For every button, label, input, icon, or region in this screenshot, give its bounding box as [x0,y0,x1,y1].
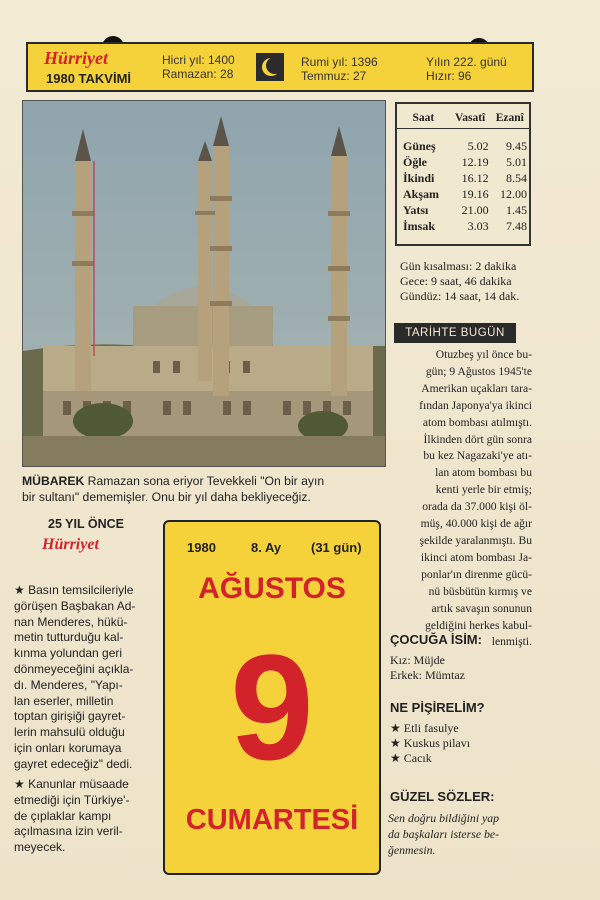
night-length: Gece: 9 saat, 46 dakika [400,274,512,288]
text-line: dönmeyeceğini açıkla- [14,661,134,676]
prayer-ezani: 5.01 [506,155,527,169]
yil-once-title: 25 YIL ÖNCE [48,517,124,531]
text-line: ikinci atom bombası Ja- [420,550,532,564]
weekday-name: CUMARTESİ [185,804,359,836]
date-month-days: (31 gün) [311,540,362,555]
text-line: lerin mahsulü olduğu [14,725,125,740]
hicri-info [162,53,235,81]
text-line: metin tutturduğu kal- [14,630,124,645]
boy-name: Erkek: Mümtaz [390,668,465,682]
temmuz-day: Temmuz: 27 [301,69,367,83]
text-line: atom bombası atılmıştı. [422,415,532,429]
prayer-vasati: 3.03 [467,219,489,233]
hizir-day: Hızır: 96 [426,69,472,83]
quote-line: Sen doğru bildiğini yap [388,811,500,825]
text-line: toptan girişiği gayret- [14,709,126,724]
hicri-year: Hicri yıl: 1400 [162,53,235,67]
guzel-sozler-quote [388,810,538,858]
mosque-illustration [23,101,385,466]
text-line: orada da 37.000 kişi öl- [422,500,532,514]
text-line: geldiğini herkes kabul- [425,618,532,632]
day-of-year-info [426,55,507,83]
text-line: için onları korumaya [14,740,122,755]
prayer-vasati: 19.16 [461,187,489,201]
news-item-1 [14,583,154,773]
prayer-name: İkindi [403,171,435,185]
prayer-name: Yatsı [403,203,429,217]
text-line: müş, 40.000 kişi de ağır [420,517,532,531]
caption-line: Ramazan sona eriyor Tevekkeli "On bir ayın [84,474,325,488]
text-line: İlkinden dört gün sonra [423,432,532,446]
prayer-times-table [395,102,531,246]
day-of-year: Yılın 222. günü [426,55,507,69]
table-header-row [397,104,529,129]
text-line: gün; 9 Ağustos 1945'te [425,364,532,378]
text-line: Otuzbeş yıl önce bu- [435,348,532,361]
col-header-ezani: Ezanî [491,104,529,129]
tarihte-bugun-text [394,347,532,651]
text-line: açılmasına izin veril- [14,824,123,839]
daytime-length: Gündüz: 14 saat, 14 dak. [400,289,520,303]
text-line: şekilde yaralanmıştı. Bu [419,533,532,547]
prayer-ezani: 1.45 [506,203,527,217]
date-month-number: 8. Ay [251,540,282,555]
table-row [397,218,529,234]
text-line: dı. Menderes, "Yapı- [14,677,123,692]
text-line: nü büsbütün kırmış ve [428,584,532,598]
text-line: lan atom bombası bu [435,466,532,480]
girl-name: Kız: Müjde [390,653,445,667]
text-line: meyecek. [14,840,66,855]
brand-logo: Hürriyet [44,48,109,68]
text-line: nan Menderes, hükü- [14,614,128,629]
prayer-name: Akşam [403,187,440,201]
table-row [397,170,529,186]
tarihte-bugun-title: TARİHTE BUGÜN [394,323,516,343]
text-line: kenti yerle bir etmiş; [435,483,532,497]
crescent-moon-icon [256,53,284,81]
text-line: gayret edeceğiz" dedi. [14,756,133,771]
calendar-subtitle: 1980 TAKVİMİ [46,71,132,86]
table-row [397,186,529,202]
mosque-photo [22,100,386,467]
news-item-2 [14,777,154,856]
text-line: ponlar'ın direnme gücü- [421,567,532,581]
prayer-ezani: 7.48 [506,219,527,233]
col-header-saat: Saat [397,104,450,129]
photo-caption [22,473,392,505]
cocuga-isim-title: ÇOCUĞA İSİM: [390,632,482,647]
text-line: ★ Basın temsilcileriyle [14,583,134,597]
prayer-vasati: 12.19 [461,155,489,169]
table-row [397,202,529,218]
date-box [163,520,381,875]
ne-pisirelim-list [390,721,470,766]
date-year: 1980 [187,540,216,555]
text-line: görüşen Başbakan Ad- [14,598,136,613]
list-item: ★ Etli fasulye [390,721,459,735]
text-line: lenmişti. [491,635,532,649]
text-line: fından Japonya'ya ikinci [419,398,532,412]
list-item: ★ Cacık [390,751,432,765]
text-line: Amerikan uçakları tara- [421,381,532,395]
day-length-info [400,259,570,304]
text-line: etmediği için Türkiye'- [14,792,130,807]
text-line: ★ Kanunlar müsaade [14,777,129,791]
quote-line: ğenmesin. [388,843,436,857]
prayer-ezani: 9.45 [506,139,527,153]
prayer-name: İmsak [403,219,436,233]
guzel-sozler-title: GÜZEL SÖZLER: [390,789,495,804]
quote-line: da başkaları isterse be- [388,827,500,841]
calendar-header [26,42,534,92]
rumi-year: Rumi yıl: 1396 [301,55,378,69]
cocuga-isim-body [390,653,465,683]
ne-pisirelim-title: NE PİŞİRELİM? [390,700,485,715]
prayer-name: Güneş [403,139,436,153]
text-line: bu kez Nagazaki'ye atı- [423,449,532,463]
day-number: 9 [230,623,314,791]
col-header-vasati: Vasatî [450,104,491,129]
table-row [397,129,529,155]
prayer-vasati: 16.12 [461,171,489,185]
text-line: lan eserler, milletin [14,693,114,708]
month-name: AĞUSTOS [198,572,346,605]
list-item: ★ Kuskus pilavı [390,736,471,750]
prayer-ezani: 12.00 [500,187,527,201]
caption-line: bir sultanı" dememişler. Onu bir yıl daha bekliyeceğiz. [22,490,311,504]
rumi-info [301,55,378,83]
text-line: kınma yolundan geri [14,646,123,661]
text-line: artık savaşın sonunun [431,601,532,615]
caption-bold: MÜBAREK [22,474,85,488]
text-line: de çıplaklar kampı [14,808,112,823]
prayer-ezani: 8.54 [506,171,527,185]
prayer-name: Öğle [403,155,427,169]
ramazan-day: Ramazan: 28 [162,67,234,81]
day-shortening: Gün kısalması: 2 dakika [400,259,517,273]
table-row [397,154,529,170]
prayer-vasati: 5.02 [467,139,489,153]
brand-logo-small: Hürriyet [42,536,99,553]
prayer-vasati: 21.00 [461,203,489,217]
